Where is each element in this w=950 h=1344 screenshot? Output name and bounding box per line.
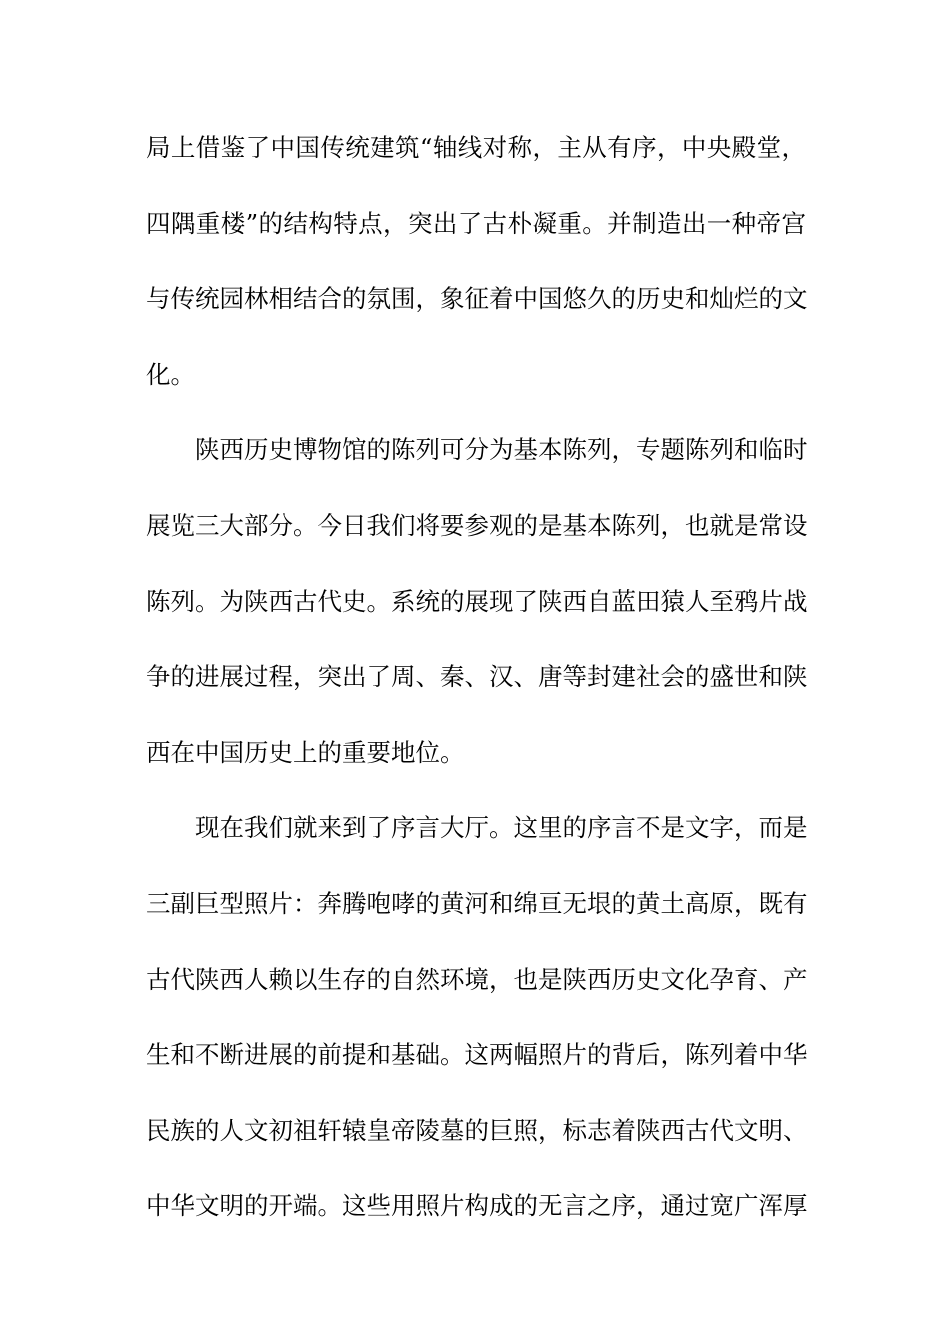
text-line: 现在我们就来到了序言大厅。这里的序言不是文字，而是: [195, 813, 808, 843]
paragraph: [146, 808, 806, 1262]
text-line: 化。: [146, 359, 195, 389]
text-line: 四隅重楼”的结构特点，突出了古朴凝重。并制造出一种帝宫: [146, 208, 806, 238]
text-line: 古代陕西人赖以生存的自然环境，也是陕西历史文化孕育、产: [146, 964, 808, 994]
paragraph: [146, 128, 806, 430]
text-line: 三副巨型照片：奔腾咆哮的黄河和绵亘无垠的黄土高原，既有: [146, 888, 808, 918]
text-line: 争的进展过程，突出了周、秦、汉、唐等封建社会的盛世和陕: [146, 662, 808, 692]
paragraph: [146, 430, 806, 808]
text-line: 展览三大部分。今日我们将要参观的是基本陈列，也就是常设: [146, 510, 808, 540]
text-line: 陕西历史博物馆的陈列可分为基本陈列，专题陈列和临时: [195, 435, 808, 465]
body-text: [146, 128, 806, 1262]
text-line: 西在中国历史上的重要地位。: [146, 737, 465, 767]
text-line: 与传统园林相结合的氛围，象征着中国悠久的历史和灿烂的文: [146, 284, 808, 314]
text-line: 生和不断进展的前提和基础。这两幅照片的背后，陈列着中华: [146, 1040, 808, 1070]
text-line: 陈列。为陕西古代史。系统的展现了陕西自蓝田猿人至鸦片战: [146, 586, 808, 616]
text-line: 民族的人文初祖轩辕皇帝陵墓的巨照，标志着陕西古代文明、: [146, 1115, 808, 1145]
text-line: 中华文明的开端。这些用照片构成的无言之序，通过宽广浑厚: [146, 1191, 808, 1221]
text-line: 局上借鉴了中国传统建筑“轴线对称，主从有序，中央殿堂，: [146, 133, 806, 162]
